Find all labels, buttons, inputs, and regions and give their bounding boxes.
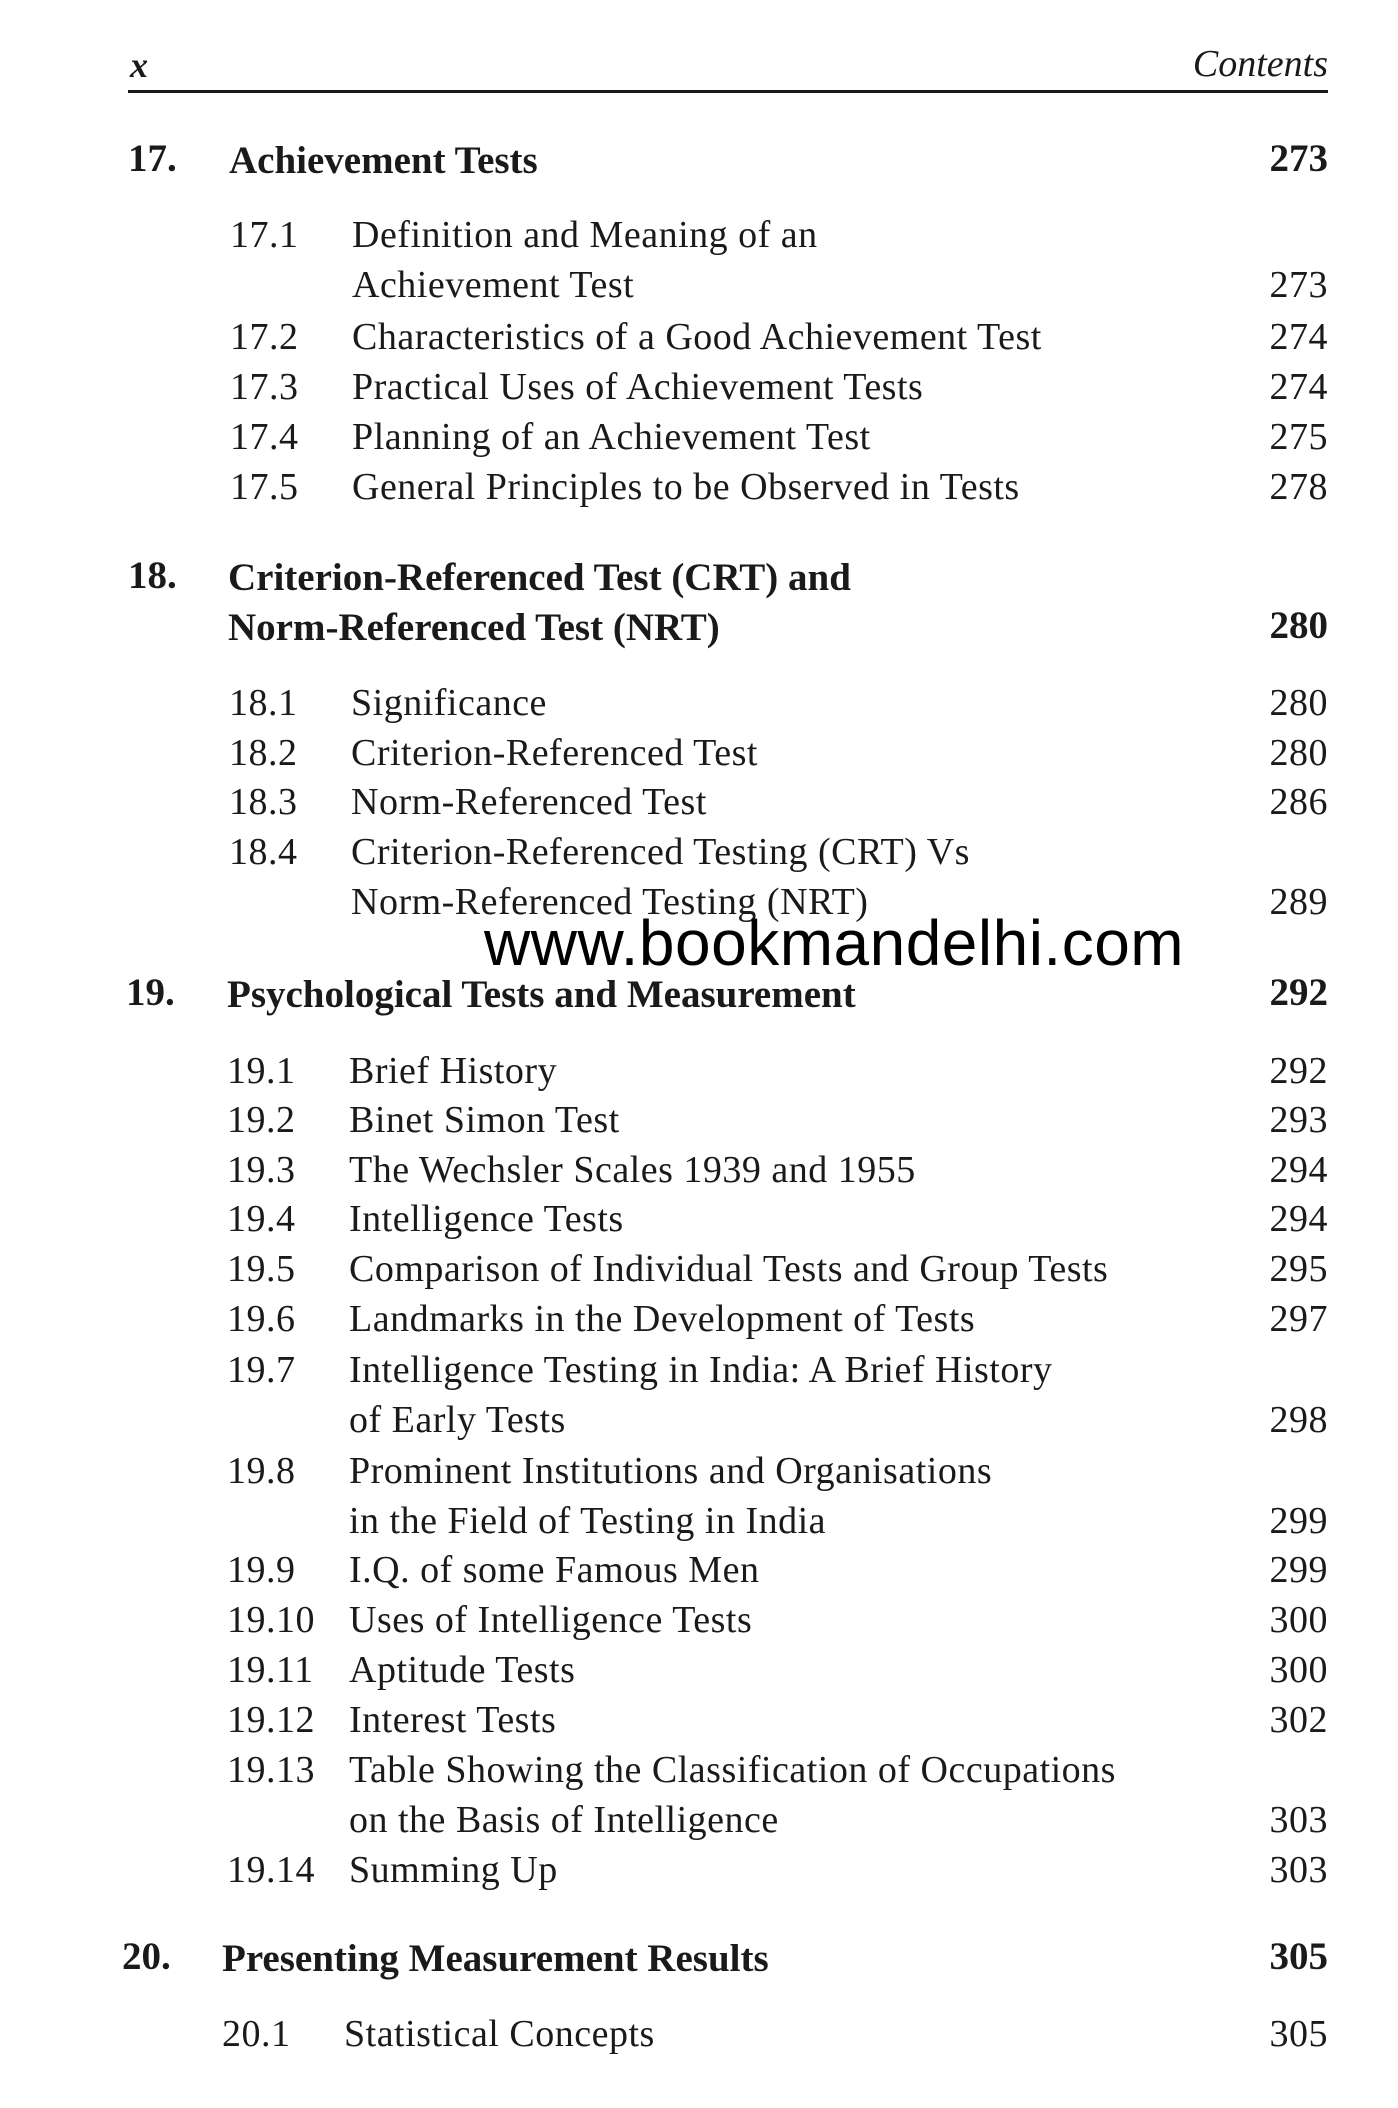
section-number: 19.8 (227, 1450, 296, 1492)
section-number: 19.3 (227, 1149, 296, 1191)
section-title: Planning of an Achievement Test (352, 416, 871, 458)
page-header (128, 40, 1328, 93)
chapter-page: 273 (1269, 137, 1328, 180)
chapter-title: Presenting Measurement Results (222, 1937, 769, 1980)
section-title: Summing Up (349, 1849, 558, 1891)
section-page: 274 (1269, 366, 1328, 408)
toc-entry (229, 678, 1328, 728)
section-number: 17.4 (230, 416, 299, 458)
toc-entry (230, 462, 1328, 512)
section-number: 19.5 (227, 1248, 296, 1290)
section-number: 19.13 (227, 1749, 315, 1791)
section-page: 299 (1269, 1549, 1328, 1591)
section-number: 19.10 (227, 1599, 315, 1641)
toc-entry (227, 1745, 1328, 1845)
section-page: 292 (1269, 1050, 1328, 1092)
section-page: 275 (1269, 416, 1328, 458)
chapter-page: 292 (1269, 971, 1328, 1014)
section-page: 300 (1269, 1599, 1328, 1641)
section-number: 19.9 (227, 1549, 296, 1591)
section-title: Characteristics of a Good Achievement Test (352, 316, 1042, 358)
website-watermark: www.bookmandelhi.com (484, 907, 1185, 979)
toc-entry (227, 1294, 1328, 1344)
section-number: 19.4 (227, 1198, 296, 1240)
chapter-heading (126, 970, 1328, 1020)
chapter-title: Achievement Tests (229, 139, 538, 182)
section-page: 302 (1269, 1699, 1328, 1741)
section-number: 18.3 (229, 781, 298, 823)
chapter-heading (122, 1934, 1328, 1984)
section-page: 278 (1269, 466, 1328, 508)
section-title: Uses of Intelligence Tests (349, 1599, 753, 1641)
section-title: Significance (351, 682, 547, 724)
toc-entry (230, 362, 1328, 412)
section-title: General Principles to be Observed in Tests (352, 466, 1020, 508)
toc-entry (229, 728, 1328, 778)
toc-entry (227, 1046, 1328, 1096)
section-number: 17.5 (230, 466, 299, 508)
chapter-number: 20. (122, 1935, 171, 1978)
section-title: Landmarks in the Development of Tests (349, 1298, 976, 1340)
section-number: 18.4 (229, 831, 298, 873)
toc-entry (227, 1695, 1328, 1745)
section-number: 19.6 (227, 1298, 296, 1340)
chapter-page: 305 (1269, 1935, 1328, 1978)
section-number: 18.1 (229, 682, 298, 724)
toc-entry (227, 1845, 1328, 1895)
section-title: Prominent Institutions and Organisations (349, 1450, 993, 1492)
section-number: 17.2 (230, 316, 299, 358)
section-number: 17.1 (230, 214, 299, 256)
section-title: Criterion-Referenced Testing (CRT) Vs (351, 831, 970, 873)
section-title: Intelligence Tests (349, 1198, 624, 1240)
section-number: 19.12 (227, 1699, 315, 1741)
section-title: Practical Uses of Achievement Tests (352, 366, 924, 408)
section-title: Comparison of Individual Tests and Group Tests (349, 1248, 1109, 1290)
section-number: 19.7 (227, 1349, 296, 1391)
toc-entry (227, 1645, 1328, 1695)
section-number: 18.2 (229, 732, 298, 774)
section-page: 297 (1269, 1298, 1328, 1340)
section-page: 294 (1269, 1198, 1328, 1240)
section-page: 286 (1269, 781, 1328, 823)
section-page: 274 (1269, 316, 1328, 358)
section-title: Intelligence Testing in India: A Brief History (349, 1349, 1053, 1391)
chapter-heading (128, 136, 1328, 186)
chapter-number: 18. (128, 554, 177, 597)
toc-entry (229, 777, 1328, 827)
running-title: Contents (1192, 43, 1328, 85)
section-number: 19.11 (227, 1649, 314, 1691)
toc-entry (230, 312, 1328, 362)
toc-entry (227, 1446, 1328, 1546)
toc-entry (230, 210, 1328, 310)
section-page: 280 (1269, 732, 1328, 774)
toc-entry (222, 2009, 1328, 2059)
section-title: Norm-Referenced Test (351, 781, 707, 823)
toc-entry (227, 1595, 1328, 1645)
section-number: 19.2 (227, 1099, 296, 1141)
toc-entry (230, 412, 1328, 462)
section-title: Criterion-Referenced Test (351, 732, 758, 774)
section-number: 17.3 (230, 366, 299, 408)
section-page: 303 (1269, 1799, 1328, 1841)
toc-entry (227, 1095, 1328, 1145)
section-title: Aptitude Tests (349, 1649, 576, 1691)
section-page: 273 (1269, 264, 1328, 306)
section-number: 19.14 (227, 1849, 315, 1891)
chapter-heading (128, 553, 1328, 653)
toc-entry (227, 1244, 1328, 1294)
section-number: 20.1 (222, 2013, 291, 2055)
section-title-continued: Achievement Test (352, 264, 635, 306)
section-title-continued: in the Field of Testing in India (349, 1500, 827, 1542)
toc-entry (227, 1194, 1328, 1244)
section-title: The Wechsler Scales 1939 and 1955 (349, 1149, 916, 1191)
toc-entry (227, 1545, 1328, 1595)
section-page: 299 (1269, 1500, 1328, 1542)
section-title: I.Q. of some Famous Men (349, 1549, 760, 1591)
section-title: Definition and Meaning of an (352, 214, 818, 256)
section-page: 295 (1269, 1248, 1328, 1290)
section-page: 300 (1269, 1649, 1328, 1691)
section-title: Binet Simon Test (349, 1099, 620, 1141)
section-page: 303 (1269, 1849, 1328, 1891)
section-title-continued: on the Basis of Intelligence (349, 1799, 779, 1841)
section-page: 289 (1269, 881, 1328, 923)
section-title: Statistical Concepts (344, 2013, 655, 2055)
section-title: Interest Tests (349, 1699, 557, 1741)
chapter-title-continued: Norm-Referenced Test (NRT) (228, 606, 720, 649)
section-number: 19.1 (227, 1050, 296, 1092)
toc-entry (227, 1145, 1328, 1195)
section-title-continued: Norm-Referenced Testing (NRT) (351, 881, 869, 923)
section-page: 305 (1269, 2013, 1328, 2055)
section-page: 298 (1269, 1399, 1328, 1441)
chapter-number: 17. (128, 137, 177, 180)
section-page: 294 (1269, 1149, 1328, 1191)
section-page: 293 (1269, 1099, 1328, 1141)
section-title: Brief History (349, 1050, 558, 1092)
chapter-title: Psychological Tests and Measurement (227, 973, 856, 1016)
chapter-number: 19. (126, 971, 175, 1014)
section-page: 280 (1269, 682, 1328, 724)
page-number: x (130, 45, 148, 85)
toc-entry (227, 1345, 1328, 1445)
section-title-continued: of Early Tests (349, 1399, 566, 1441)
chapter-title: Criterion-Referenced Test (CRT) and (228, 556, 851, 599)
chapter-page: 280 (1269, 604, 1328, 647)
section-title: Table Showing the Classification of Occupations (349, 1749, 1116, 1791)
